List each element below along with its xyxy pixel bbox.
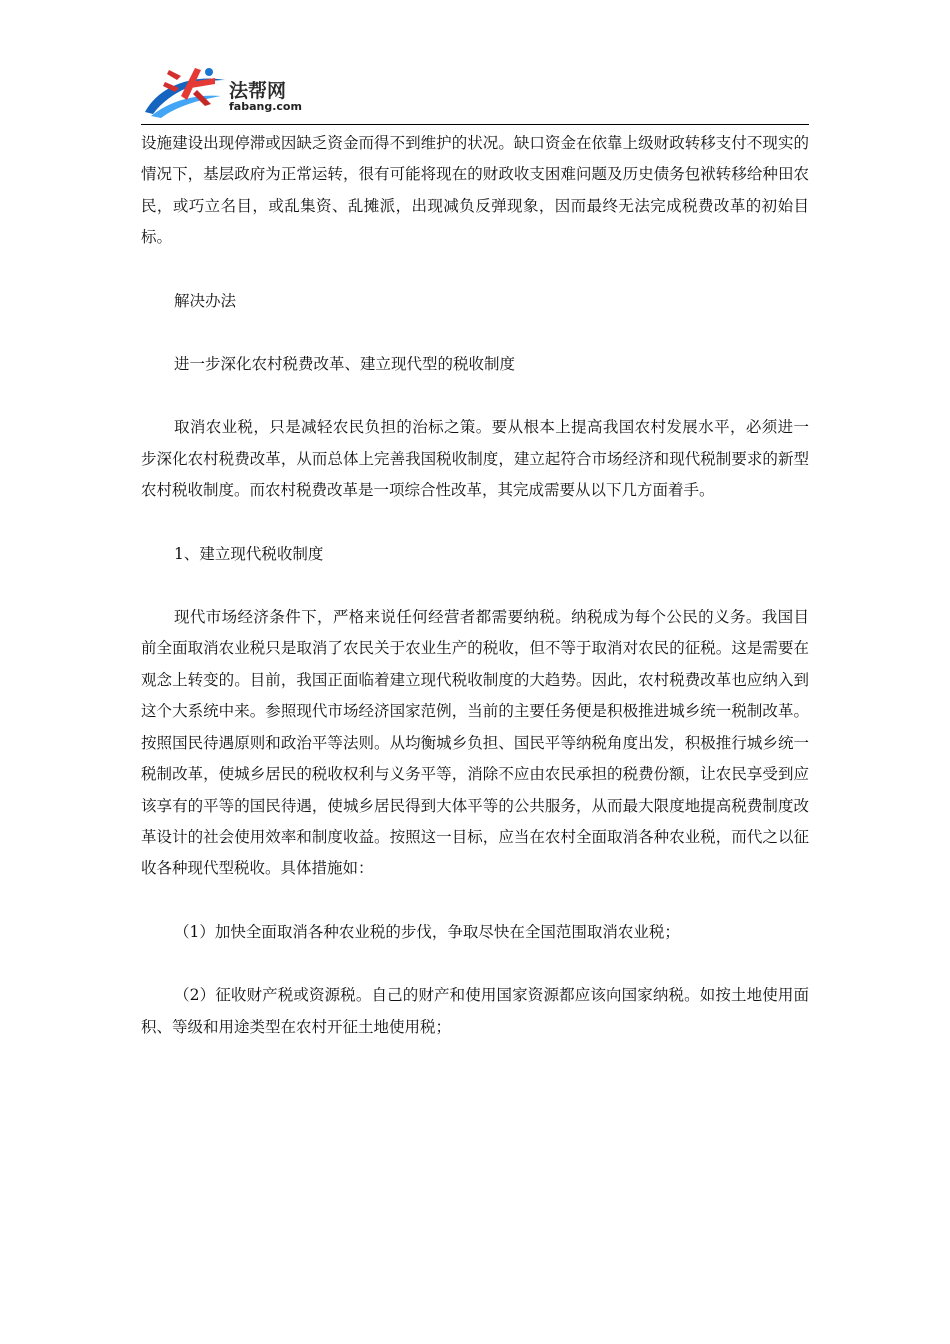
paragraph-continuation: 设施建设出现停滞或因缺乏资金而得不到维护的状况。缺口资金在依靠上级财政转移支付不现实的情况下，基层政府为正常运转，很有可能将现在的财政收支困难问题及历史债务包袱转移给种田农民，或巧立名目，或乱集资、乱摊派，出现减负反弹现象，因而最终无法完成税费改革的初始目标。: [141, 134, 809, 247]
list-item-2: （2）征收财产税或资源税。自己的财产和使用国家资源都应该向国家纳税。如按土地使用面积、等级和用途类型在农村开征土地使用税；: [141, 986, 809, 1036]
paragraph-modern-market-economy: 现代市场经济条件下，严格来说任何经营者都需要纳税。纳税成为每个公民的义务。我国目前全面取消农业税只是取消了农民关于农业生产的税收，但不等于取消对农民的征税。这是需要在观念上转变的。目前，我国正面临着建立现代税收制度的大趋势。因此，农村税费改革也应纳入到这个大系统中来。参照现代市场经济国家范例，当前的主要任务便是积极推进城乡统一税制改革。按照国民待遇原则和政治平等法则。从均衡城乡负担、国民平等纳税角度出发，积极推行城乡统一税制改革，使城乡居民的税收权利与义务平等，消除不应由农民承担的税费份额，让农民享受到应该享有的平等的国民待遇，使城乡居民得到大体平等的公共服务，从而最大限度地提高税费制度改革设计的社会使用效率和制度收益。按照这一目标，应当在农村全面取消各种农业税，而代之以征收各种现代型税收。具体措施如：: [141, 608, 809, 878]
fabang-logo-icon: [141, 60, 231, 124]
heading-solution: 解决办法: [174, 291, 237, 310]
brand-domain: fabang.com: [229, 100, 302, 113]
heading-deepen-reform: 进一步深化农村税费改革、建立现代型的税收制度: [174, 355, 516, 374]
brand-name: 法帮网: [229, 80, 287, 102]
header-divider: [141, 124, 809, 125]
document-body: [141, 128, 809, 1043]
heading-modern-tax-system: 1、建立现代税收制度: [174, 544, 324, 563]
paragraph-abolish-agri-tax: 取消农业税，只是减轻农民负担的治标之策。要从根本上提高我国农村发展水平，必须进一步深化农村税费改革，从而总体上完善我国税收制度，建立起符合市场经济和现代税制要求的新型农村税收制度。而农村税费改革是一项综合性改革，其完成需要从以下几方面着手。: [141, 418, 809, 500]
page-header: [141, 60, 809, 126]
fabang-logo: [141, 60, 311, 124]
list-item-1: （1）加快全面取消各种农业税的步伐，争取尽快在全国范围取消农业税；: [174, 922, 680, 941]
